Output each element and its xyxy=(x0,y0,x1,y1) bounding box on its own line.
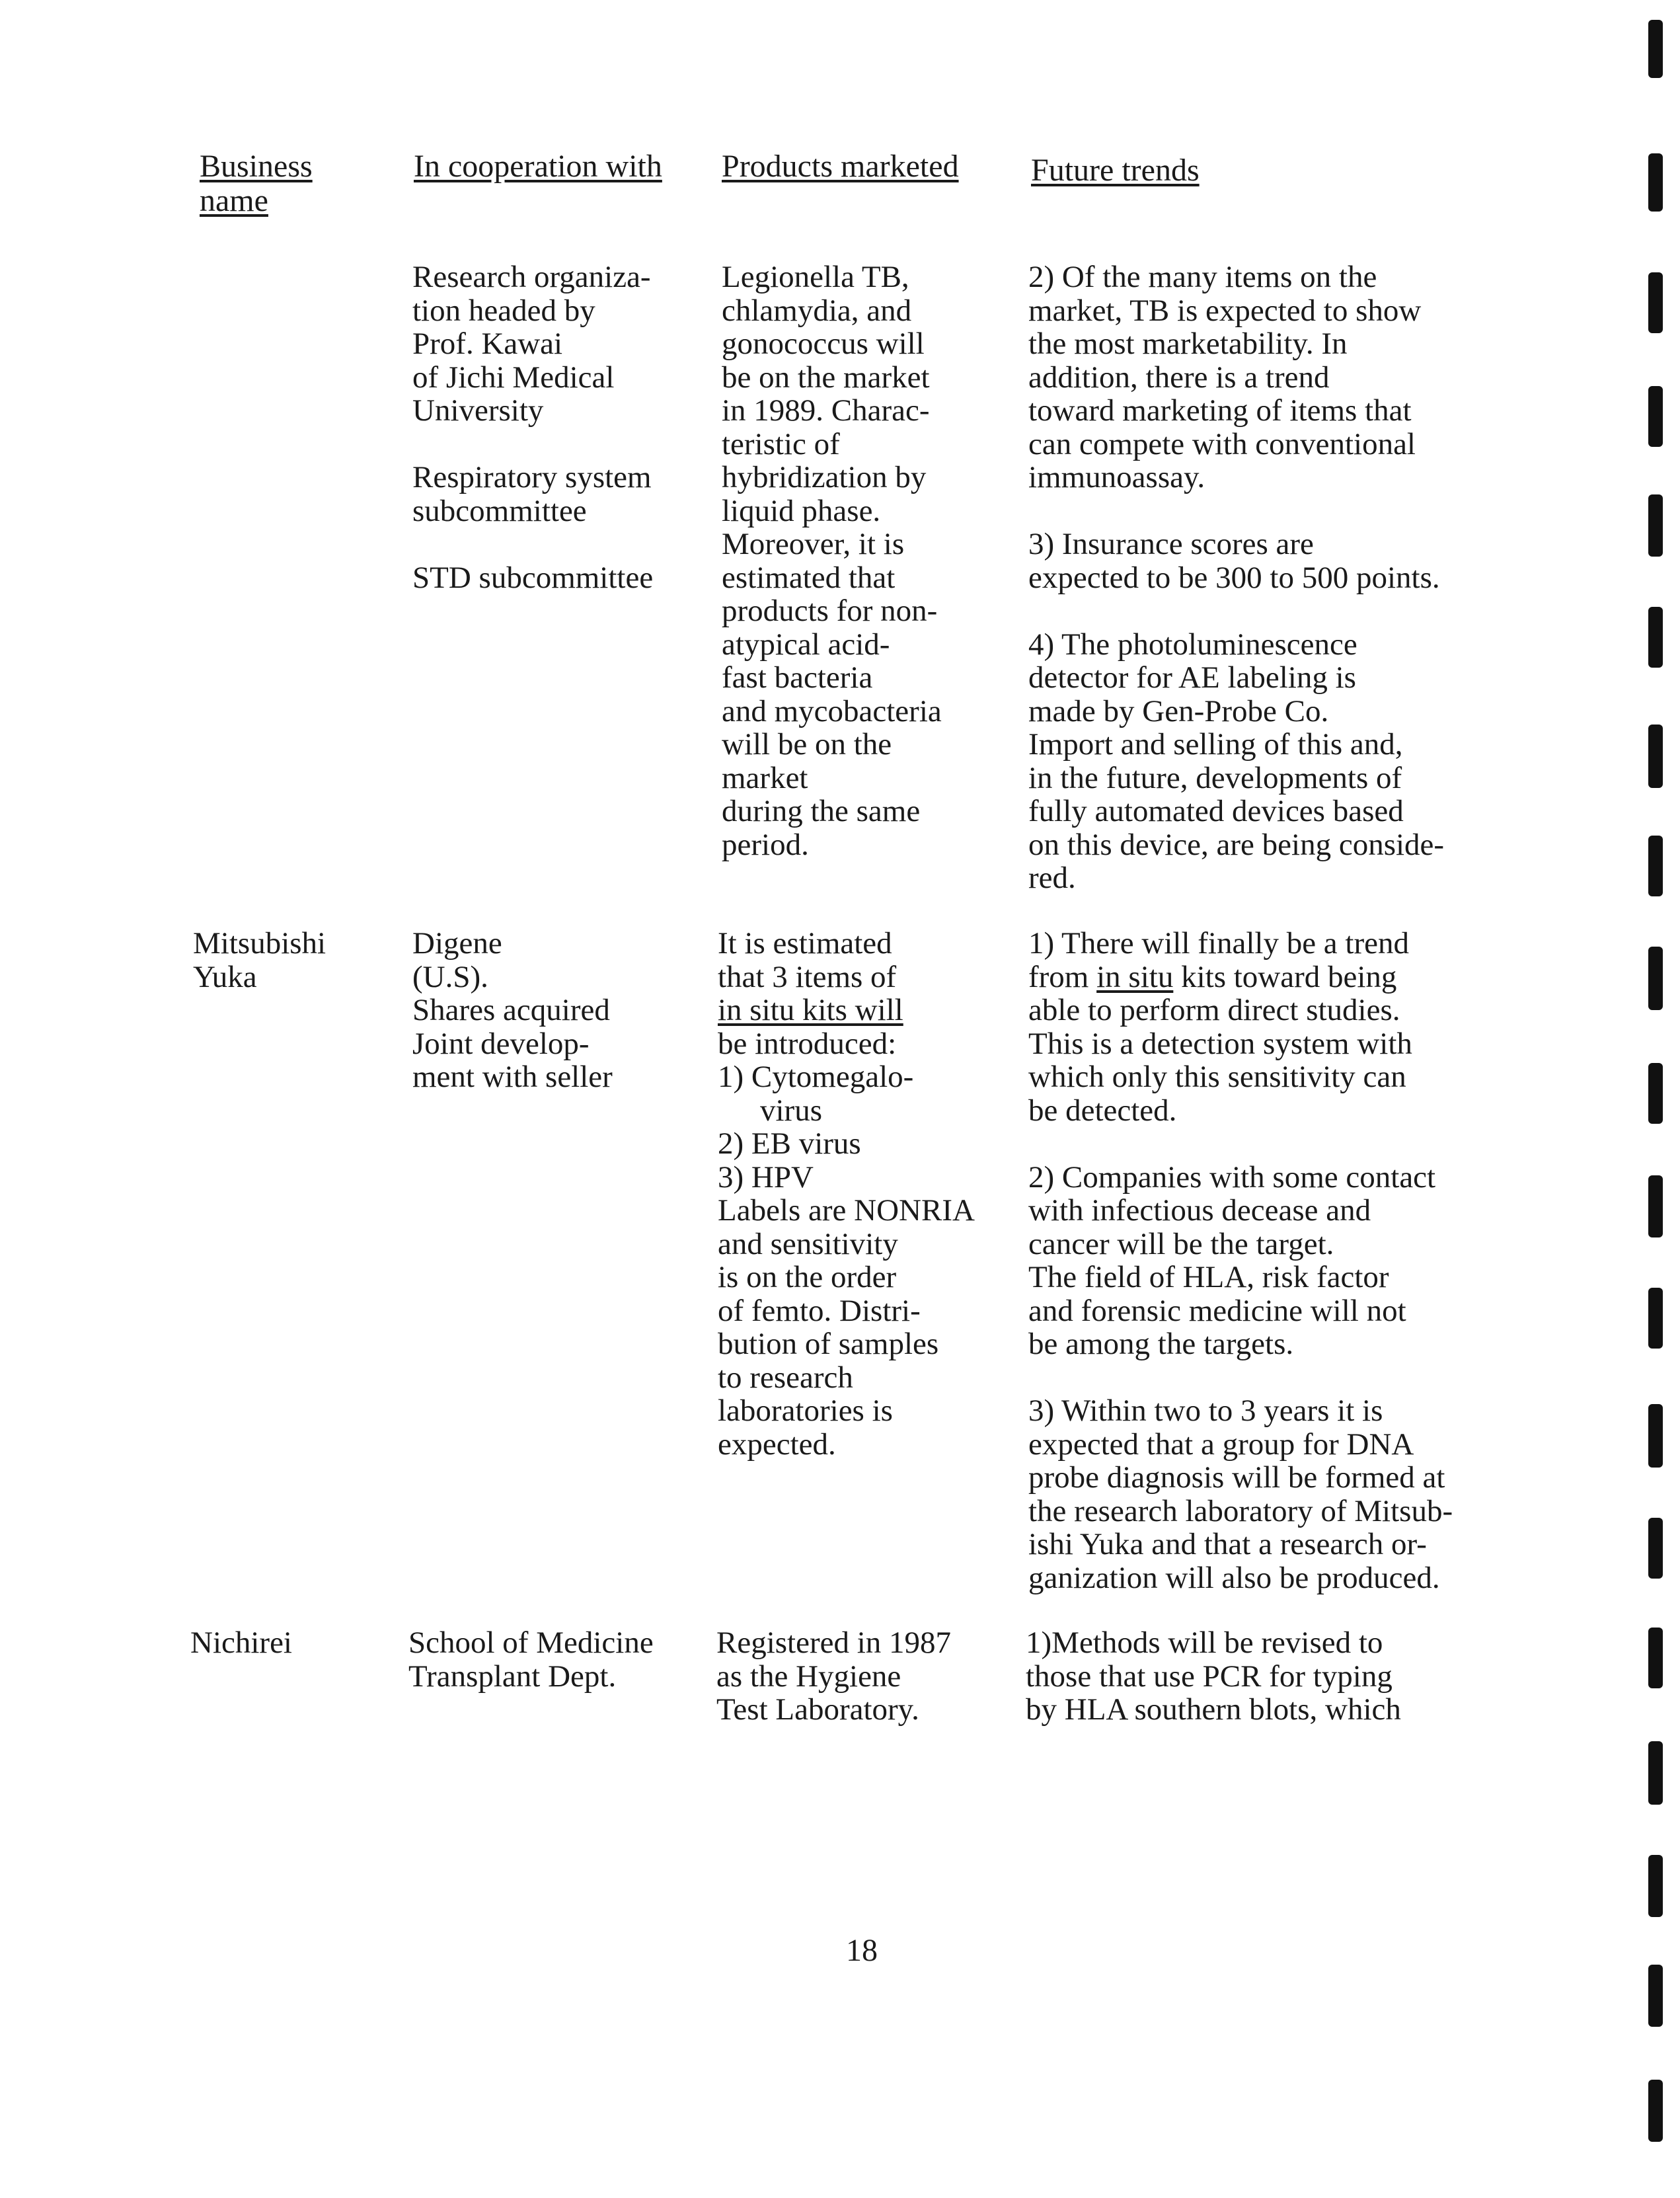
row1-trend-line: 2) Of the many items on the xyxy=(1028,260,1377,294)
row2-prod-line: is on the order xyxy=(718,1260,897,1294)
row2-trend-line: be detected. xyxy=(1028,1093,1177,1128)
header-products: Products marketed xyxy=(722,149,959,184)
row2-prod-line: and sensitivity xyxy=(718,1226,898,1261)
row1-trend-line: 4) The photoluminescence xyxy=(1028,627,1357,662)
binder-hole-mark xyxy=(1648,1965,1663,2027)
row3-products xyxy=(716,1626,951,1727)
row1-trend-line: detector for AE labeling is xyxy=(1028,660,1356,695)
row1-coop-line: of Jichi Medical xyxy=(412,360,615,395)
row1-coop-gap xyxy=(412,528,653,561)
row1-prod-line: atypical acid- xyxy=(722,627,890,662)
row1-trend-line: expected to be 300 to 500 points. xyxy=(1028,560,1440,595)
binder-hole-mark xyxy=(1648,1175,1663,1237)
binder-hole-mark xyxy=(1648,947,1663,1010)
row2-products xyxy=(718,927,975,1461)
row1-prod-line: gonococcus will xyxy=(722,327,925,361)
row2-trend-line: ishi Yuka and that a research or- xyxy=(1028,1527,1427,1561)
binder-hole-mark xyxy=(1648,20,1663,78)
row2-trend-line: 1) There will finally be a trend xyxy=(1028,926,1409,961)
row2-trend-line: probe diagnosis will be formed at xyxy=(1028,1460,1445,1495)
binder-hole-mark xyxy=(1648,272,1663,333)
binder-hole-mark xyxy=(1648,494,1663,557)
row2-trend-line: cancer will be the target. xyxy=(1028,1226,1334,1261)
row1-prod-line: market xyxy=(722,760,808,795)
row1-trend-line: can compete with conventional xyxy=(1028,426,1416,461)
row3-prod-line: as the Hygiene xyxy=(716,1659,901,1694)
header-business-name xyxy=(200,149,313,218)
in-situ-emphasis: in situ xyxy=(1096,959,1174,994)
row1-trend-line: toward marketing of items that xyxy=(1028,393,1412,428)
row2-prod-line: expected. xyxy=(718,1427,836,1462)
row2-business-line: Mitsubishi xyxy=(193,926,326,961)
row1-cooperation xyxy=(412,260,653,594)
row2-prod-line: 3) HPV xyxy=(718,1159,814,1195)
row1-prod-line: products for non- xyxy=(722,594,938,628)
row1-prod-line: estimated that xyxy=(722,560,896,595)
row1-trend-line: the most marketability. In xyxy=(1028,327,1348,361)
row1-trend-gap xyxy=(1028,594,1557,628)
row2-prod-line: virus xyxy=(760,1093,822,1128)
row1-coop-line: Respiratory system xyxy=(412,460,652,494)
row3-trend-line: those that use PCR for typing xyxy=(1026,1659,1393,1694)
row2-coop-line: (U.S). xyxy=(412,959,488,994)
row2-prod-line: be introduced: xyxy=(718,1026,897,1061)
row3-business-line: Nichirei xyxy=(190,1626,292,1660)
row3-coop-line: Transplant Dept. xyxy=(408,1659,617,1694)
row1-trend-line: Import and selling of this and, xyxy=(1028,727,1403,762)
binder-hole-mark xyxy=(1648,1628,1663,1688)
row1-prod-line: chlamydia, and xyxy=(722,293,912,328)
row1-trends xyxy=(1028,260,1557,895)
row1-trend-gap xyxy=(1028,494,1557,528)
row1-prod-line: liquid phase. xyxy=(722,493,881,528)
row1-prod-line: Moreover, it is xyxy=(722,527,905,561)
binder-hole-mark xyxy=(1648,1741,1663,1805)
binder-hole-mark xyxy=(1648,1855,1663,1917)
binder-hole-mark xyxy=(1648,725,1663,788)
header-cooperation: In cooperation with xyxy=(414,149,662,184)
binder-hole-mark xyxy=(1648,1404,1663,1468)
row2-business xyxy=(193,927,326,994)
row3-coop-line: School of Medicine xyxy=(408,1626,654,1660)
row2-trend-line: able to perform direct studies. xyxy=(1028,993,1400,1027)
row1-prod-line: in 1989. Charac- xyxy=(722,393,930,428)
row1-coop-line: Prof. Kawai xyxy=(412,327,563,361)
row2-trend-line: be among the targets. xyxy=(1028,1327,1294,1361)
row2-business-line: Yuka xyxy=(193,959,257,994)
row1-prod-line: and mycobacteria xyxy=(722,693,942,728)
row1-trend-line: 3) Insurance scores are xyxy=(1028,527,1314,561)
row1-products xyxy=(722,260,942,861)
row1-coop-line: STD subcommittee xyxy=(412,560,654,595)
row2-prod-line: Labels are NONRIA xyxy=(718,1193,975,1228)
binder-hole-mark xyxy=(1648,1288,1663,1349)
row3-prod-line: Registered in 1987 xyxy=(716,1626,952,1660)
row3-business xyxy=(190,1626,292,1660)
binder-hole-mark xyxy=(1648,153,1663,212)
row2-trend-gap xyxy=(1028,1361,1557,1395)
row1-trend-line: made by Gen-Probe Co. xyxy=(1028,693,1329,728)
row2-trends xyxy=(1028,927,1557,1594)
binder-hole-mark xyxy=(1648,2080,1663,2142)
row2-prod-line: in situ kits will xyxy=(718,993,903,1027)
row1-coop-line: University xyxy=(412,393,544,428)
row2-prod-line: 2) EB virus xyxy=(718,1126,861,1161)
row2-coop-line: Digene xyxy=(412,926,502,961)
row3-trends xyxy=(1026,1626,1401,1727)
row2-prod-line: It is estimated xyxy=(718,926,892,961)
row1-trend-line: in the future, developments of xyxy=(1028,760,1402,795)
row1-trend-line: market, TB is expected to show xyxy=(1028,293,1422,328)
row2-trend-line: which only this sensitivity can xyxy=(1028,1060,1406,1094)
row3-cooperation xyxy=(408,1626,654,1693)
row2-coop-line: Joint develop- xyxy=(412,1026,590,1061)
row1-trend-line: immunoassay. xyxy=(1028,460,1205,494)
row2-prod-line: 1) Cytomegalo- xyxy=(718,1060,914,1094)
row3-trend-line: 1)Methods will be revised to xyxy=(1026,1626,1383,1660)
header-business-line-2: name xyxy=(200,183,268,218)
binder-hole-mark xyxy=(1648,836,1663,896)
row2-cooperation xyxy=(412,927,613,1094)
row2-prod-line: bution of samples xyxy=(718,1327,939,1361)
row1-prod-line: period. xyxy=(722,827,809,862)
row2-trend-line: The field of HLA, risk factor xyxy=(1028,1260,1389,1294)
row2-trend-line: with infectious decease and xyxy=(1028,1193,1371,1228)
row2-prod-line: that 3 items of xyxy=(718,959,897,994)
binder-hole-mark xyxy=(1648,1518,1663,1579)
row2-coop-line: Shares acquired xyxy=(412,993,610,1027)
header-business-line-1: Business xyxy=(200,149,313,184)
row1-trend-line: on this device, are being conside- xyxy=(1028,827,1445,862)
row1-trend-line: red. xyxy=(1028,861,1076,895)
row2-trend-line: and forensic medicine will not xyxy=(1028,1293,1406,1328)
row1-prod-line: fast bacteria xyxy=(722,660,873,695)
row2-prod-line: laboratories is xyxy=(718,1393,893,1428)
row3-trend-line: by HLA southern blots, which xyxy=(1026,1692,1401,1727)
page-number: 18 xyxy=(846,1933,878,1968)
row2-trend-line: 2) Companies with some contact xyxy=(1028,1159,1436,1195)
row1-prod-line: Legionella TB, xyxy=(722,260,909,294)
header-trends: Future trends xyxy=(1031,153,1200,188)
row2-trend-line: expected that a group for DNA xyxy=(1028,1427,1414,1462)
row2-trend-line: 3) Within two to 3 years it is xyxy=(1028,1393,1383,1428)
row1-coop-line: Research organiza- xyxy=(412,260,651,294)
row3-prod-line: Test Laboratory. xyxy=(716,1692,919,1727)
row1-coop-gap xyxy=(412,428,653,461)
binder-hole-mark xyxy=(1648,1063,1663,1124)
row1-prod-line: be on the market xyxy=(722,360,930,395)
row1-prod-line: during the same xyxy=(722,794,921,828)
row2-trend-line: the research laboratory of Mitsub- xyxy=(1028,1493,1453,1528)
row1-trend-line: addition, there is a trend xyxy=(1028,360,1330,395)
row2-trend-line: ganization will also be produced. xyxy=(1028,1560,1440,1595)
row1-coop-line: subcommittee xyxy=(412,493,587,528)
row1-prod-line: will be on the xyxy=(722,727,892,762)
row1-trend-line: fully automated devices based xyxy=(1028,794,1404,828)
row2-trend-line: This is a detection system with xyxy=(1028,1026,1412,1061)
row2-trend-line: from in situ kits toward being xyxy=(1028,959,1397,994)
row1-coop-line: tion headed by xyxy=(412,293,595,328)
row2-coop-line: ment with seller xyxy=(412,1060,613,1094)
row2-trend-gap xyxy=(1028,1127,1557,1161)
row1-prod-line: teristic of xyxy=(722,426,840,461)
binder-hole-mark xyxy=(1648,386,1663,447)
binder-hole-mark xyxy=(1648,607,1663,668)
row1-prod-line: hybridization by xyxy=(722,460,927,494)
row2-prod-line: to research xyxy=(718,1360,853,1395)
row2-prod-line: of femto. Distri- xyxy=(718,1293,921,1328)
